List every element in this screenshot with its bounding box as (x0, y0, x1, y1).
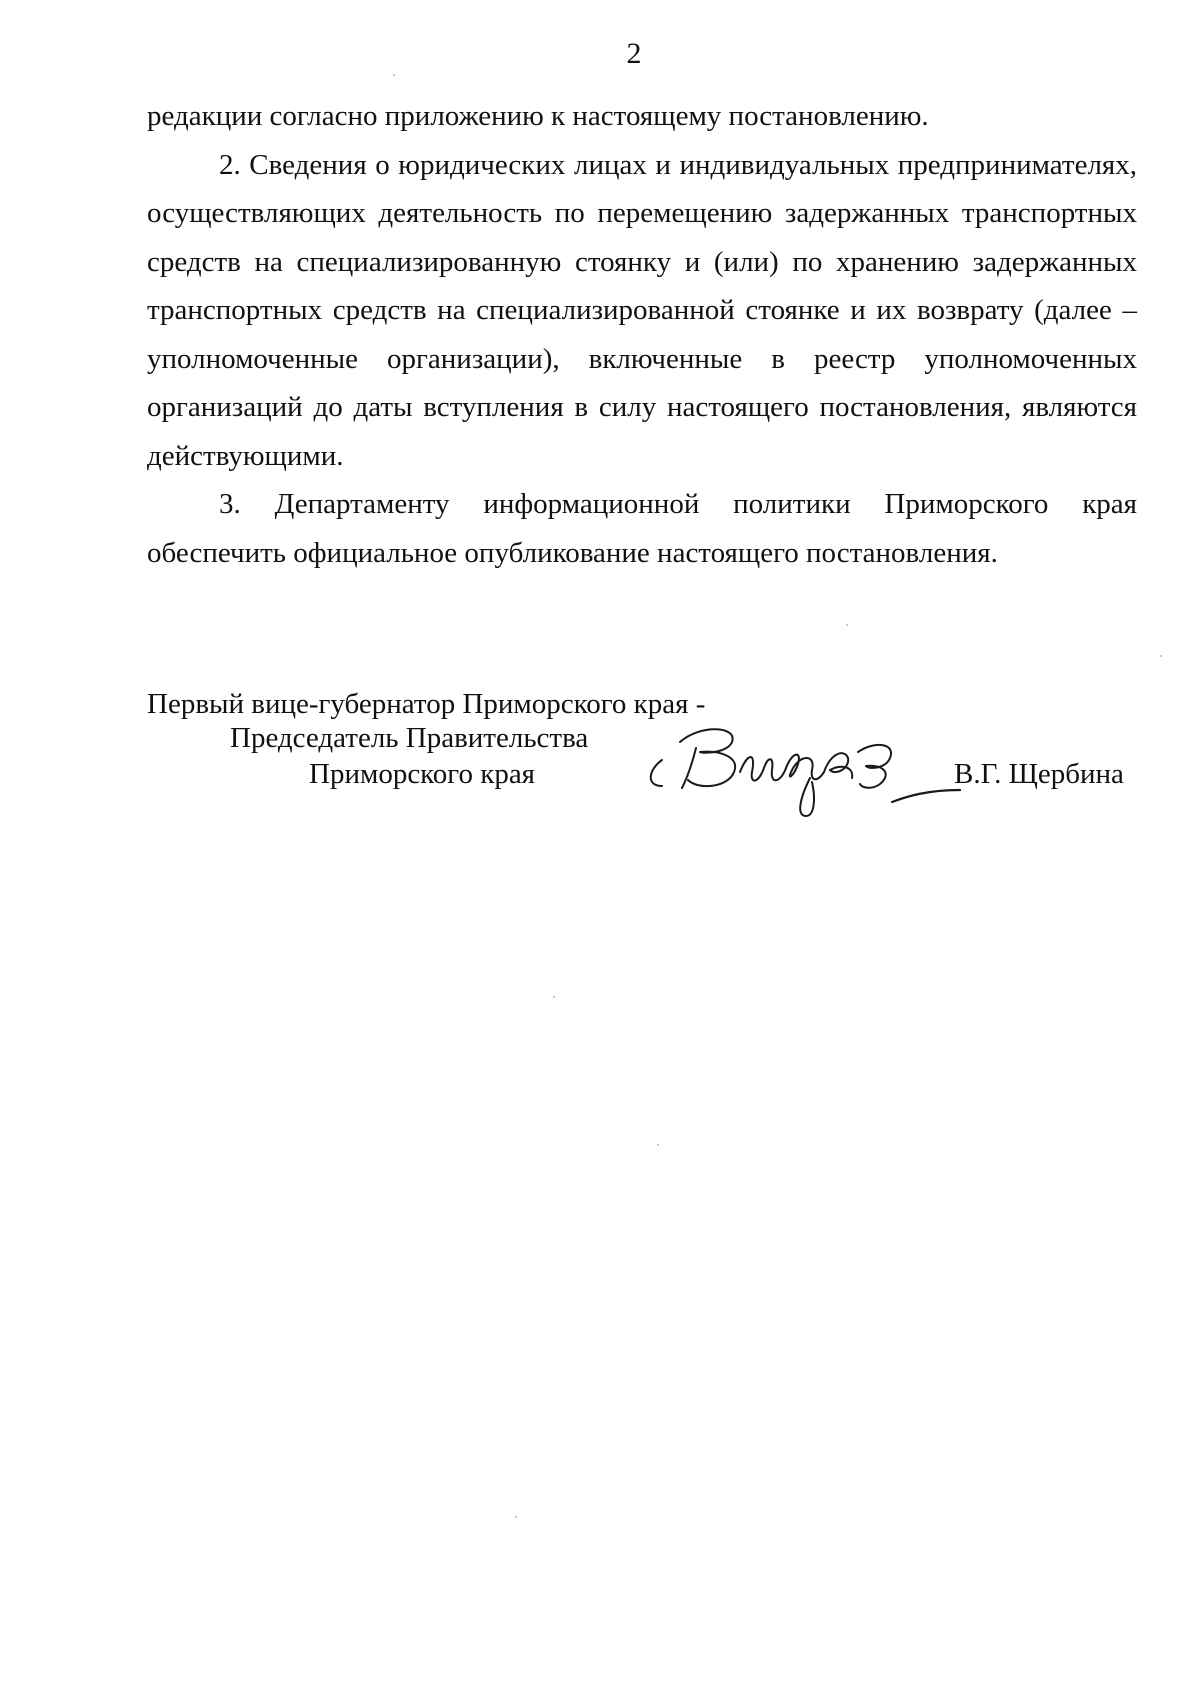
page-number: 2 (626, 37, 642, 70)
signatory-name: В.Г. Щербина (954, 758, 1124, 790)
paragraph-item-3: 3. Департаменту информационной политики Приморского края обеспечить официальное опубликование настоящего постановления. (147, 488, 1137, 569)
paragraph-item-2: 2. Сведения о юридических лицах и индивидуальных предпринимателях, осуществляющих деятельность по перемещению задержанных транспортных средств на специализированную стоянку и (или) по хранению задержанных транспортных средств на специализированной стоянке и их возврату (далее – уполномоченные организации), включенные в реестр уполномоченных организаций до даты вступления в силу настоящего постановления, являются действующими. (147, 148, 1137, 472)
document-body (147, 92, 1137, 577)
scan-speck (1160, 655, 1162, 657)
signatory-title-line-2: Председатель Правительства (230, 722, 589, 754)
signatory-title-line-3: Приморского края (309, 758, 536, 790)
paragraph-continuation: редакции согласно приложению к настоящему постановлению. (147, 100, 929, 132)
handwritten-signature (640, 712, 970, 824)
scan-speck (393, 74, 395, 76)
scan-speck (846, 624, 848, 626)
scan-speck (515, 1516, 517, 1518)
scan-speck (553, 996, 555, 998)
signatory-title-line-1: Первый вице-губернатор Приморского края - (147, 688, 706, 720)
scan-speck (657, 1144, 659, 1146)
